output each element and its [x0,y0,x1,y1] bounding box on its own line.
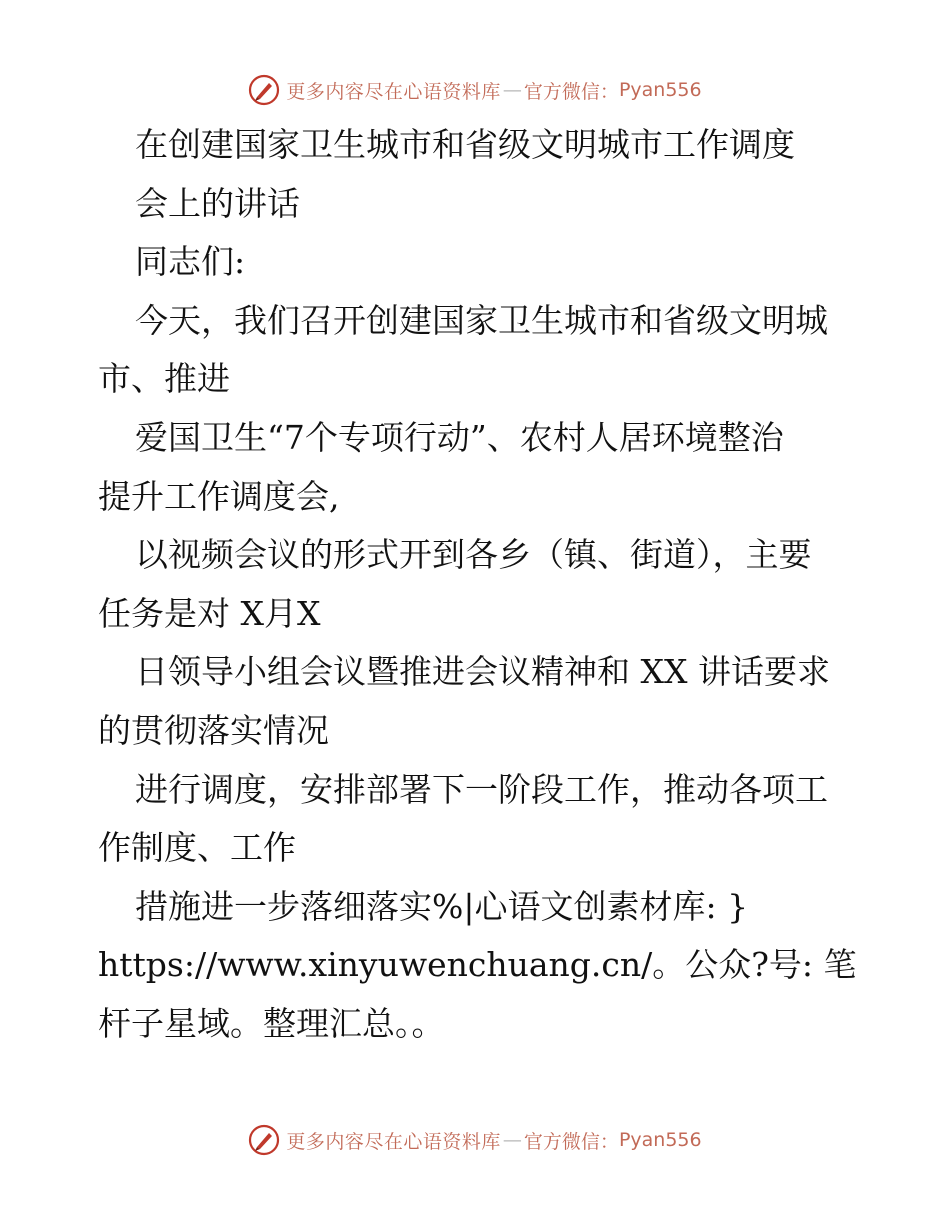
document-body [98,116,858,1054]
banner-wechat-id: Pyan556 [618,79,702,101]
body-line: 任务是对 X月X [98,593,321,633]
body-line: 以视频会议的形式开到各乡（镇、街道），主要 [135,535,812,575]
header-banner [0,70,950,110]
pen-logo-icon [248,1124,280,1156]
pen-logo-icon [248,74,280,106]
body-line: 爱国卫生“7个专项行动”、农村人居环境整治 [135,417,784,457]
body-line: 今天，我们召开创建国家卫生城市和省级文明城 [135,300,828,340]
body-line: 日领导小组会议暨推进会议精神和 XX 讲话要求 [135,652,830,692]
banner-separator: — [502,1129,522,1151]
body-line: 的贯彻落实情况 [98,710,329,750]
body-line: 提升工作调度会, [98,476,340,516]
banner-separator: — [502,79,522,101]
footer-banner [0,1120,950,1160]
body-line: 进行调度，安排部署下一阶段工作，推动各项工 [135,769,828,809]
salutation-line: 同志们: [135,242,246,282]
banner-brand-text: 更多内容尽在心语资料库 [286,80,501,103]
banner-wechat-id: Pyan556 [618,1129,702,1151]
body-line: 作制度、工作 [98,828,296,868]
body-line: 市、推进 [98,359,230,399]
title-line-1: 在创建国家卫生城市和省级文明城市工作调度 [135,125,795,164]
body-line: 杆子星域。整理汇总。。 [98,1003,445,1043]
body-line: 措施进一步落细落实%|心语文创素材库: } [135,886,749,926]
body-line-url: https://www.xinyuwenchuang.cn/。公众?号: 笔 [98,945,857,985]
banner-wechat-label: 官方微信： [523,80,619,103]
banner-brand-text: 更多内容尽在心语资料库 [286,1130,501,1153]
banner-wechat-label: 官方微信： [523,1130,619,1153]
title-line-2: 会上的讲话 [135,183,300,223]
